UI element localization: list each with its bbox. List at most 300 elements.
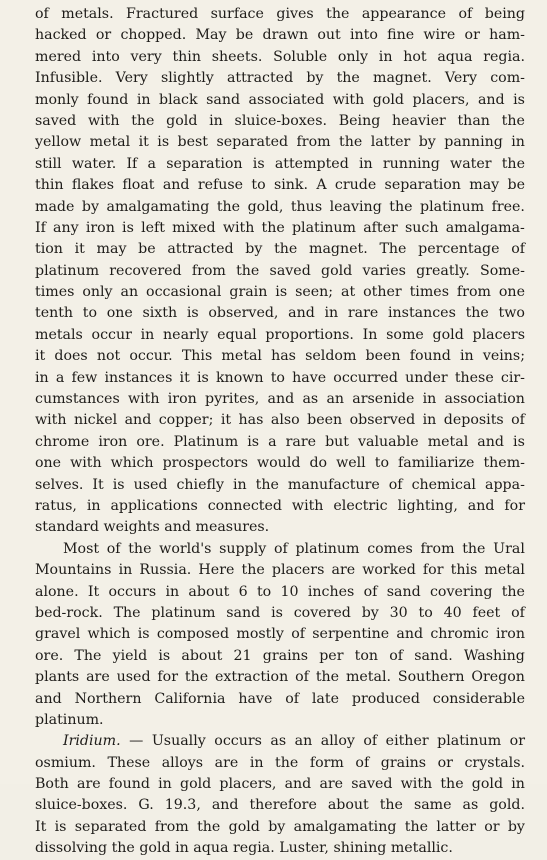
word: the — [501, 155, 525, 172]
word: of — [106, 540, 121, 557]
word: varies — [362, 262, 406, 279]
word: com- — [490, 70, 525, 87]
word: platinum. — [35, 711, 104, 728]
word: in — [175, 840, 189, 857]
word: sluice-boxes. — [234, 112, 327, 129]
paragraph — [35, 4, 525, 539]
word: gold. — [489, 797, 525, 814]
word: Very — [115, 70, 148, 87]
word: ore. — [136, 433, 165, 450]
word: 10 — [280, 583, 299, 600]
word: it — [220, 412, 232, 429]
text-line — [35, 710, 525, 731]
word: as — [462, 797, 479, 814]
word: with — [291, 497, 324, 514]
word: in — [324, 305, 339, 322]
word: In — [362, 326, 378, 343]
word: to — [270, 369, 285, 386]
word: the — [275, 754, 299, 771]
word: of — [511, 412, 525, 429]
word: and — [396, 626, 424, 643]
word: It — [87, 583, 100, 600]
word: be — [138, 241, 156, 258]
text-line — [35, 175, 525, 196]
word: California — [154, 690, 226, 707]
word: inches — [307, 583, 355, 600]
word: shining — [333, 840, 387, 857]
word: Platinum — [173, 433, 239, 450]
text-line — [35, 517, 525, 538]
text-line — [35, 111, 525, 132]
word: best — [177, 134, 209, 151]
word: per — [319, 647, 344, 664]
word: nickel — [73, 412, 118, 429]
word: two — [498, 305, 525, 322]
word: equal — [217, 326, 257, 343]
word: placers — [271, 562, 325, 579]
word: placers, — [219, 776, 277, 793]
word: in — [359, 155, 373, 172]
word: this — [450, 562, 478, 579]
word: 6 — [238, 583, 248, 600]
word: grains — [380, 754, 427, 771]
word: cumstances — [35, 391, 120, 408]
word: of — [388, 476, 403, 493]
word: the — [465, 305, 489, 322]
word: from — [154, 818, 189, 835]
word: manufacture — [287, 476, 380, 493]
word: is — [186, 305, 199, 322]
word: as — [302, 391, 319, 408]
word: of — [511, 241, 525, 258]
text-line — [35, 432, 525, 453]
word: weights — [103, 519, 160, 536]
word: the — [501, 583, 525, 600]
word: Southern — [397, 669, 465, 686]
word: late — [311, 690, 339, 707]
word: with — [332, 91, 365, 108]
word: and — [477, 433, 504, 450]
text-line — [35, 218, 525, 239]
word: from — [420, 540, 455, 557]
word: tion — [35, 241, 63, 258]
word: separation — [166, 155, 243, 172]
word: Some- — [480, 262, 525, 279]
word: a — [147, 155, 156, 172]
word: is — [275, 284, 288, 301]
word: chopped. — [120, 27, 187, 44]
word: of — [35, 6, 49, 22]
word: selves. — [35, 476, 84, 493]
text-line — [35, 539, 525, 560]
word: by — [361, 604, 379, 621]
word: metal — [484, 562, 525, 579]
word: valuable — [358, 433, 419, 450]
word: one — [498, 284, 525, 301]
word: are — [331, 562, 356, 579]
word: This — [181, 348, 213, 365]
word: chrome — [35, 433, 90, 450]
word: iron — [167, 391, 197, 408]
word: and — [467, 497, 495, 514]
word: of — [273, 540, 288, 557]
word: Iridium. — [63, 733, 121, 750]
word: monly — [35, 91, 79, 108]
word: the — [131, 112, 155, 129]
word: found — [409, 348, 451, 365]
word: only — [337, 48, 369, 65]
word: with — [127, 391, 160, 408]
word: is — [158, 647, 171, 664]
word: occasional — [146, 284, 222, 301]
word: veins; — [482, 348, 525, 365]
word: the — [261, 219, 285, 236]
text-line — [35, 68, 525, 89]
word: such — [404, 219, 439, 236]
word: sink. — [273, 177, 309, 194]
word: wire — [423, 27, 456, 44]
word: sand — [226, 604, 261, 621]
word: has — [238, 412, 264, 429]
word: the — [184, 669, 209, 686]
word: yield — [112, 647, 148, 664]
text-line — [35, 346, 525, 367]
word: mostly — [236, 626, 284, 643]
word: from — [456, 284, 491, 301]
text-line — [35, 603, 525, 624]
word: metal — [427, 433, 469, 450]
word: and — [35, 690, 62, 707]
word: it — [74, 241, 85, 258]
word: some — [386, 326, 424, 343]
word: latter — [436, 818, 476, 835]
word: the — [462, 540, 486, 557]
word: recovered — [109, 262, 182, 279]
word: Luster, — [279, 840, 329, 857]
word: Oregon — [471, 669, 525, 686]
word: times — [409, 284, 449, 301]
word: known — [215, 369, 264, 386]
word: of — [363, 733, 378, 750]
word: metallic. — [390, 840, 453, 857]
word: by — [81, 198, 99, 215]
text-line — [35, 496, 525, 517]
word: the — [111, 840, 135, 857]
word: and — [288, 305, 315, 322]
word: Usually — [151, 733, 206, 750]
word: is — [54, 818, 67, 835]
word: the — [501, 112, 525, 129]
word: by — [507, 818, 525, 835]
text-line — [35, 838, 525, 859]
text-line — [35, 624, 525, 645]
word: sheets. — [211, 48, 263, 65]
word: the — [274, 241, 298, 258]
word: in — [460, 348, 474, 365]
word: may — [469, 177, 500, 194]
word: the — [379, 797, 403, 814]
word: platinum — [151, 604, 216, 621]
word: the — [389, 198, 413, 215]
word: with — [35, 412, 67, 429]
word: a — [55, 369, 65, 386]
word: same — [413, 797, 452, 814]
word: amalgamating — [293, 818, 397, 835]
word: in — [209, 112, 223, 129]
word: saved — [35, 112, 77, 129]
text-line — [35, 582, 525, 603]
word: are — [214, 754, 239, 771]
word: by — [245, 241, 263, 258]
word: from — [191, 262, 226, 279]
word: under — [405, 369, 448, 386]
word: Here — [198, 562, 235, 579]
word: black — [158, 91, 198, 108]
text-line — [35, 154, 525, 175]
word: Being — [338, 112, 381, 129]
word: into — [91, 48, 120, 65]
word: rare — [285, 433, 317, 450]
word: bed-rock. — [35, 604, 103, 621]
word: free. — [491, 198, 525, 215]
word: nearly — [163, 326, 209, 343]
word: metal. — [345, 669, 392, 686]
word: for — [504, 497, 525, 514]
word: Soluble — [273, 48, 328, 65]
word: surface — [210, 6, 264, 22]
text-line — [35, 646, 525, 667]
word: The — [74, 647, 102, 664]
word: is — [513, 91, 525, 108]
word: ham- — [489, 27, 525, 44]
word: Fractured — [126, 6, 199, 22]
word: is — [157, 134, 170, 151]
word: gold — [166, 112, 198, 129]
word: are — [319, 776, 344, 793]
word: gold — [432, 326, 464, 343]
word: by — [418, 134, 436, 151]
word: association — [444, 391, 525, 408]
word: serpentine — [312, 626, 390, 643]
word: crystals. — [464, 754, 525, 771]
word: attracted — [226, 70, 294, 87]
word: is — [137, 626, 150, 643]
word: in — [35, 369, 49, 386]
word: placers, — [412, 91, 470, 108]
text-line — [35, 453, 525, 474]
word: the — [236, 262, 260, 279]
word: covering — [429, 583, 493, 600]
word: iron — [98, 433, 128, 450]
word: cir- — [500, 369, 525, 386]
word: electric — [333, 497, 388, 514]
word: or — [437, 754, 453, 771]
word: well — [336, 455, 366, 472]
word: the — [315, 669, 340, 686]
word: left — [141, 219, 165, 236]
word: a — [268, 433, 277, 450]
word: be — [507, 177, 525, 194]
word: have — [238, 690, 273, 707]
word: Both — [35, 776, 69, 793]
word: applications — [110, 497, 198, 514]
word: appa- — [484, 476, 525, 493]
word: gold — [228, 818, 260, 835]
word: hot — [403, 48, 427, 65]
word: still — [35, 155, 62, 172]
word: ton — [354, 647, 379, 664]
word: hacked — [35, 27, 87, 44]
word: seen; — [295, 284, 334, 301]
word: gold — [179, 776, 212, 793]
word: platinum — [420, 198, 485, 215]
word: very — [130, 48, 162, 65]
word: to — [82, 305, 98, 322]
word: proportions. — [265, 326, 354, 343]
word: prospectors — [162, 455, 248, 472]
text-line — [35, 197, 525, 218]
text-line — [35, 731, 525, 752]
word: out — [317, 27, 341, 44]
word: attracted — [167, 241, 234, 258]
word: magnet. — [373, 70, 432, 87]
word: heavier — [392, 112, 446, 129]
word: mered — [35, 48, 82, 65]
word: Infusible. — [35, 70, 103, 87]
word: is — [196, 369, 209, 386]
word: drawn — [262, 27, 309, 44]
word: These — [107, 754, 151, 771]
word: the — [339, 134, 363, 151]
word: also — [270, 412, 300, 429]
word: regia. — [483, 48, 525, 65]
word: the — [326, 6, 350, 22]
word: of — [355, 754, 370, 771]
word: grains — [262, 647, 309, 664]
word: to — [251, 177, 266, 194]
word: in — [511, 134, 525, 151]
word: 40 — [443, 604, 462, 621]
text-line — [35, 325, 525, 346]
word: gold — [372, 91, 404, 108]
word: grain — [229, 284, 268, 301]
word: It — [92, 476, 104, 493]
word: flakes — [71, 177, 115, 194]
word: is — [513, 433, 525, 450]
word: found — [87, 91, 129, 108]
word: panning — [444, 134, 503, 151]
word: arsenide — [352, 391, 415, 408]
word: from — [296, 134, 331, 151]
word: to — [374, 455, 389, 472]
word: percentage — [418, 241, 500, 258]
word: into — [349, 27, 378, 44]
word: to — [418, 604, 433, 621]
text-line — [35, 475, 525, 496]
word: deposits — [443, 412, 504, 429]
body-text — [35, 4, 525, 860]
word: chromic — [430, 626, 489, 643]
word: therefore — [249, 797, 317, 814]
word: fine — [387, 27, 415, 44]
word: slightly — [160, 70, 214, 87]
word: thus — [290, 198, 323, 215]
word: composed — [156, 626, 230, 643]
word: A — [316, 177, 327, 194]
text-line — [35, 4, 525, 25]
word: been — [365, 348, 401, 365]
word: does — [54, 348, 88, 365]
word: the — [128, 540, 152, 557]
word: chemical — [411, 476, 476, 493]
word: 19.3, — [164, 797, 201, 814]
word: It — [35, 818, 47, 835]
word: times — [35, 284, 75, 301]
text-line — [35, 667, 525, 688]
word: latter — [370, 134, 411, 151]
text-line — [35, 261, 525, 282]
word: — — [129, 733, 144, 750]
word: with — [400, 776, 433, 793]
word: sluice-boxes. — [35, 797, 128, 814]
word: them- — [483, 455, 525, 472]
word: Most — [63, 540, 100, 557]
word: in — [158, 776, 172, 793]
word: which — [87, 626, 131, 643]
word: platinum — [35, 262, 100, 279]
word: used — [133, 476, 168, 493]
word: world's — [159, 540, 212, 557]
word: standard — [35, 519, 99, 536]
word: If — [35, 219, 46, 236]
word: these — [454, 369, 494, 386]
word: of — [285, 690, 300, 707]
word: with — [70, 455, 102, 472]
word: greatly. — [416, 262, 470, 279]
word: be — [235, 27, 254, 44]
word: platinum — [295, 540, 360, 557]
word: in — [165, 583, 180, 600]
word: of — [458, 6, 473, 22]
word: one — [106, 305, 133, 322]
word: magnet. — [309, 241, 368, 258]
word: water — [450, 155, 492, 172]
word: associated — [248, 91, 325, 108]
word: has — [271, 348, 296, 365]
word: instances — [104, 369, 173, 386]
word: by — [306, 70, 324, 87]
word: or — [95, 27, 112, 44]
text-line — [35, 132, 525, 153]
word: dissolving — [35, 840, 108, 857]
word: with — [222, 219, 255, 236]
word: the — [336, 70, 360, 87]
word: the — [255, 476, 279, 493]
word: mixed — [172, 219, 216, 236]
word: plants — [35, 669, 80, 686]
word: G. — [138, 797, 154, 814]
word: iron — [85, 219, 115, 236]
word: sand — [206, 91, 241, 108]
word: and — [124, 412, 152, 429]
word: copper; — [158, 412, 214, 429]
word: iron — [495, 626, 525, 643]
word: form — [309, 754, 344, 771]
word: an — [326, 391, 345, 408]
word: it — [35, 348, 46, 365]
word: gold — [471, 776, 504, 793]
word: gives — [276, 6, 314, 22]
